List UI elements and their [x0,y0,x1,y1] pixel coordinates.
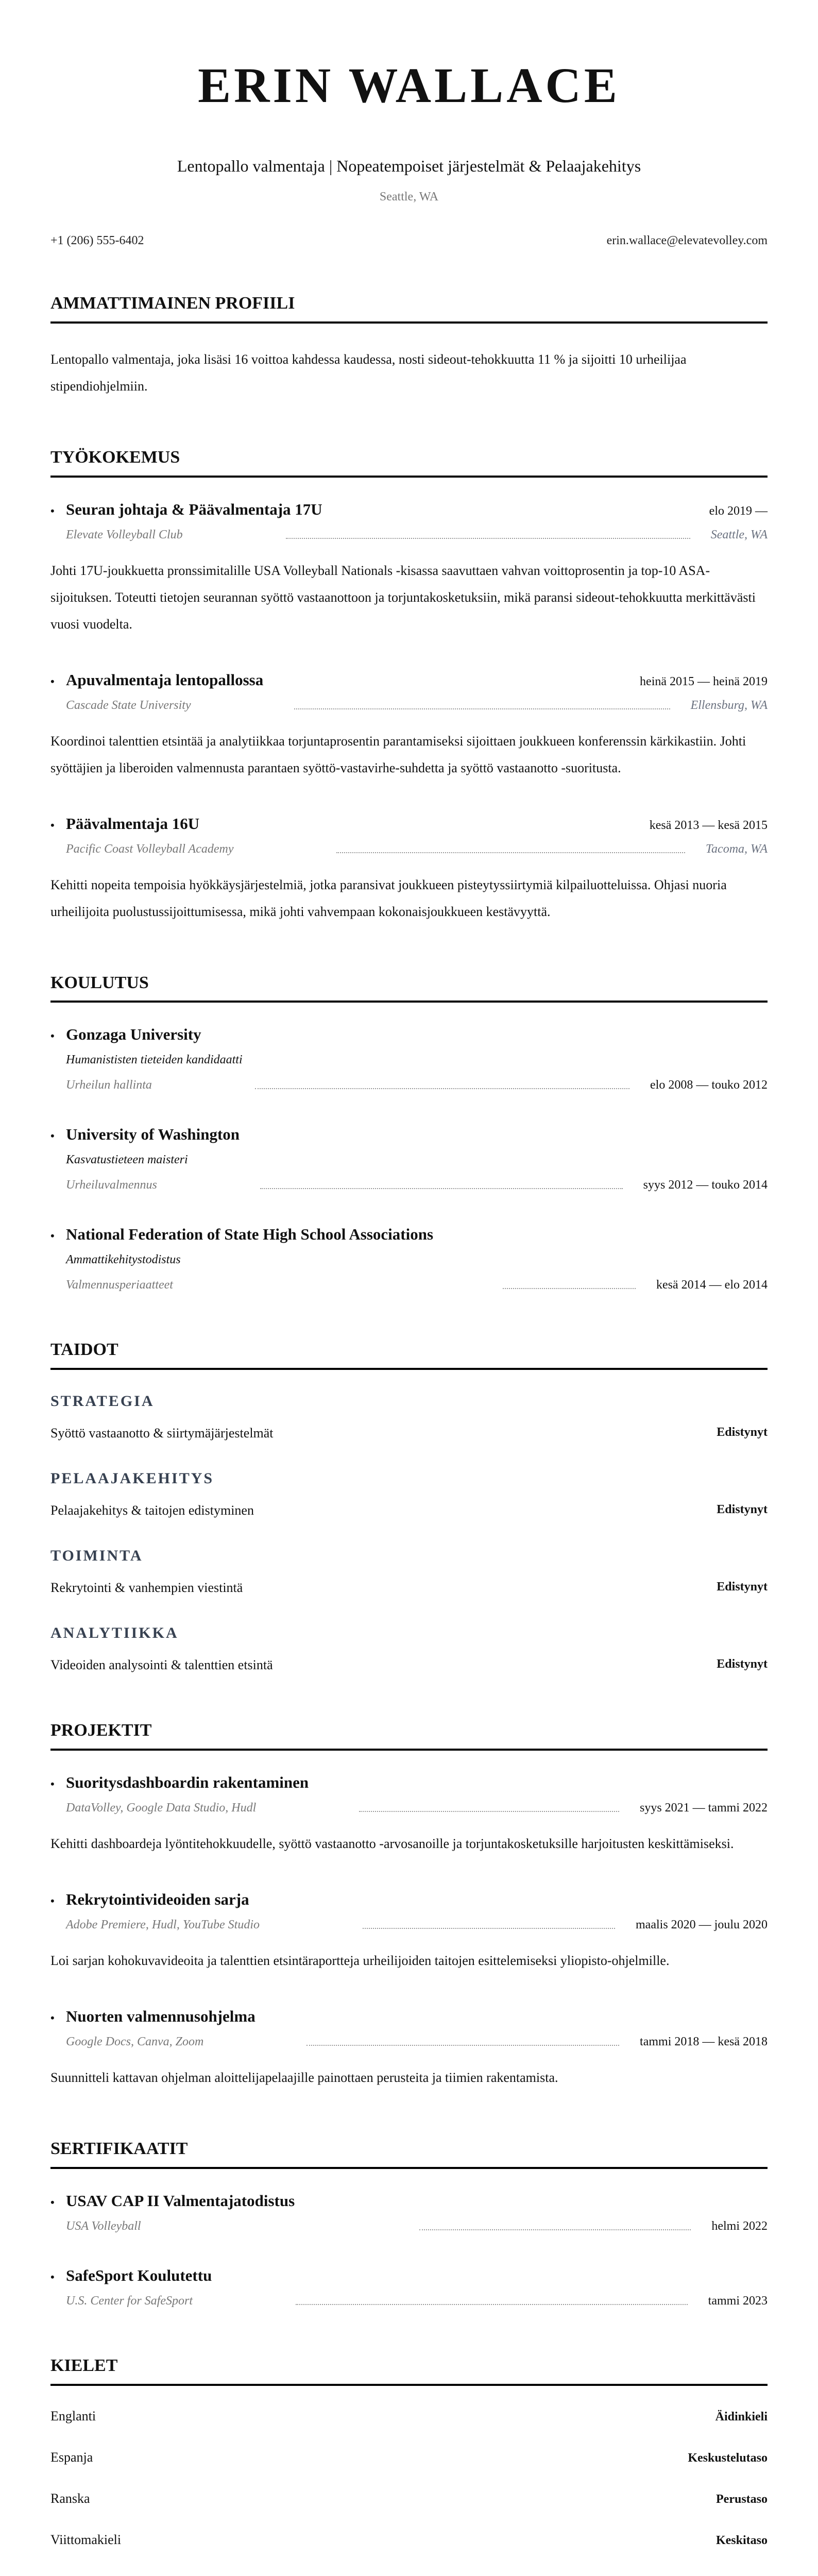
bullet-icon: • [50,2011,55,2024]
section-title: KOULUTUS [50,973,768,1003]
profile-section [50,293,768,400]
project-tools: Google Docs, Canva, Zoom [66,2035,204,2048]
job-title: Päävalmentaja 16U [66,814,200,833]
employer: Elevate Volleyball Club [66,528,183,541]
skills-section [50,1340,768,1673]
language-name: Ranska [50,2490,90,2506]
experience-entry [50,500,768,638]
job-description: Koordinoi talenttien etsintää ja analytiikkaa torjuntaprosentin parantamiseksi sijoittaen joukkueen konferenssin kärkikastiin. Johti syöttäjien ja liberoiden valmennusta parantaen syöttö-vastavirhe-suhdetta ja syöttö vastaanotto -suoritusta. [50,733,746,775]
certification-date: tammi 2023 [708,2294,768,2308]
project-name: Nuorten valmennusohjelma [66,2007,255,2025]
education-entry [50,1125,768,1192]
project-description: Suunnitteli kattavan ohjelman aloittelijapelaajille painottaen perusteita ja tiimien rakentamista. [50,2070,558,2085]
bullet-icon: • [50,1894,55,1907]
language-level: Perustaso [716,2492,768,2506]
job-dates: kesä 2013 — kesä 2015 [649,818,768,832]
bullet-icon: • [50,1777,55,1790]
bullet-icon: • [50,818,55,832]
projects-section [50,1720,768,2091]
skill-level: Edistynyt [717,1503,768,1517]
contact-row [50,234,768,248]
dotted-leader [260,1188,623,1189]
school-name: University of Washington [66,1125,240,1144]
education-entry [50,1225,768,1292]
section-title: TYÖKOKEMUS [50,447,768,478]
dotted-leader [419,2229,691,2230]
dotted-leader [255,1088,629,1089]
skill-category [50,1624,768,1673]
school-name: National Federation of State High School Associations [66,1225,434,1244]
language-name: Viittomakieli [50,2532,122,2547]
job-location: Seattle, WA [710,528,768,541]
project-dates: syys 2021 — tammi 2022 [639,1801,768,1815]
headline: Lentopallo valmentaja | Nopeatempoiset järjestelmät & Pelaajakehitys [177,157,641,175]
resume-header [50,0,768,248]
language-row [50,2532,768,2548]
job-title: Seuran johtaja & Päävalmentaja 17U [66,500,322,518]
skill-name: Rekrytointi & vanhempien viestintä [50,1580,243,1596]
education-dates: elo 2008 — touko 2012 [650,1078,768,1092]
language-level: Äidinkieli [715,2410,768,2424]
education-section [50,973,768,1293]
experience-entry [50,671,768,782]
dotted-leader [296,2304,688,2305]
project-tools: DataVolley, Google Data Studio, Hudl [66,1801,257,1815]
experience-section [50,447,768,925]
employer: Cascade State University [66,698,191,712]
education-dates: kesä 2014 — elo 2014 [656,1278,768,1292]
skill-category-title: ANALYTIIKKA [50,1624,179,1642]
bullet-icon: • [50,2195,55,2209]
dotted-leader [286,538,690,539]
section-title: KIELET [50,2355,768,2386]
skill-level: Edistynyt [717,1580,768,1594]
certification-name: USAV CAP II Valmentajatodistus [66,2191,295,2210]
language-name: Englanti [50,2408,96,2424]
dotted-leader [363,1928,615,1929]
field-of-study: Urheilun hallinta [66,1078,152,1092]
dotted-leader [306,2045,619,2046]
language-row [50,2491,768,2506]
experience-entry [50,815,768,925]
certification-entry [50,2192,768,2233]
section-title: PROJEKTIT [50,1720,768,1751]
bullet-icon: • [50,2270,55,2283]
project-description: Kehitti dashboardeja lyöntitehokkuudelle, syöttö vastaanotto -arvosanoille ja torjuntakosketuksille harjoitusten keskittämiseksi. [50,1836,734,1851]
profile-text: Lentopallo valmentaja, joka lisäsi 16 voittoa kahdessa kaudessa, nosti sideout-tehokkuutta 11 % ja sijoitti 10 urheilijaa stipendiohjelmiin. [50,351,687,394]
dotted-leader [336,852,685,853]
skill-category [50,1393,768,1441]
field-of-study: Valmennusperiaatteet [66,1278,173,1292]
skill-category [50,1470,768,1518]
dotted-leader [503,1288,636,1289]
certifications-section [50,2139,768,2308]
school-name: Gonzaga University [66,1025,201,1044]
section-title: SERTIFIKAATIT [50,2139,768,2169]
certification-entry [50,2266,768,2308]
languages-section [50,2355,768,2548]
certification-issuer: USA Volleyball [66,2219,141,2233]
skill-name: Pelaajakehitys & taitojen edistyminen [50,1503,254,1518]
skill-name: Syöttö vastaanotto & siirtymäjärjestelmät [50,1426,274,1441]
project-dates: maalis 2020 — joulu 2020 [636,1918,768,1931]
education-dates: syys 2012 — touko 2014 [643,1178,768,1192]
bullet-icon: • [50,504,55,517]
skill-category-title: TOIMINTA [50,1547,143,1565]
project-name: Rekrytointivideoiden sarja [66,1890,249,1908]
dotted-leader [294,708,670,709]
language-row [50,2409,768,2424]
candidate-name: ERIN WALLACE [198,58,620,113]
job-title: Apuvalmentaja lentopallossa [66,670,264,689]
job-location: Ellensburg, WA [690,698,768,712]
bullet-icon: • [50,1129,55,1143]
field-of-study: Urheiluvalmennus [66,1178,157,1192]
section-title: TAIDOT [50,1340,768,1370]
job-dates: heinä 2015 — heinä 2019 [640,674,768,688]
project-description: Loi sarjan kohokuvavideoita ja talenttien etsintäraportteja urheilijoiden taitojen esittelemiseksi yliopisto-ohjelmille. [50,1953,670,1968]
language-name: Espanja [50,2449,93,2465]
phone[interactable]: +1 (206) 555-6402 [50,234,144,247]
skill-level: Edistynyt [717,1657,768,1671]
project-name: Suoritysdashboardin rakentaminen [66,1773,309,1791]
degree: Ammattikehitystodistus [66,1253,181,1267]
education-entry [50,1025,768,1092]
skill-name: Videoiden analysointi & talenttien etsintä [50,1657,273,1673]
project-entry [50,2007,768,2091]
job-location: Tacoma, WA [705,842,768,856]
project-tools: Adobe Premiere, Hudl, YouTube Studio [66,1918,260,1931]
skill-category-title: PELAAJAKEHITYS [50,1470,214,1487]
employer: Pacific Coast Volleyball Academy [66,842,234,856]
bullet-icon: • [50,1029,55,1043]
degree: Kasvatustieteen maisteri [66,1153,188,1167]
language-level: Keskustelutaso [688,2451,768,2465]
skill-level: Edistynyt [717,1426,768,1439]
job-description: Johti 17U-joukkuetta pronssimitalille USA Volleyball Nationals -kisassa saavuttaen vahvan voittoprosentin ja top-10 ASA-sijoituksen. Toteutti tietojen seurannan syöttö vastaanottoon ja torjuntakosketuksiin, mikä paransi sideout-tehokkuutta merkittävästi vuosi vuodelta. [50,563,756,632]
degree: Humanististen tieteiden kandidaatti [66,1053,243,1067]
project-entry [50,1773,768,1857]
certification-date: helmi 2022 [711,2219,768,2233]
language-row [50,2450,768,2465]
job-dates: elo 2019 — [709,504,768,518]
bullet-icon: • [50,674,55,688]
job-description: Kehitti nopeita tempoisia hyökkäysjärjestelmiä, jotka paransivat joukkueen pisteytyssiirtymiä kilpailuotteluissa. Ohjasi nuoria urheilijoita puolustussijoittumisessa, mikä johti vahvempaan kokonaisjoukkueen kestävyyttä. [50,877,727,919]
project-entry [50,1890,768,1974]
skill-category-title: STRATEGIA [50,1393,155,1410]
section-title: AMMATTIMAINEN PROFIILI [50,293,768,324]
header-location: Seattle, WA [379,190,439,204]
language-level: Keskitaso [715,2533,768,2547]
email[interactable]: erin.wallace@elevatevolley.com [606,234,768,247]
project-dates: tammi 2018 — kesä 2018 [640,2035,768,2048]
certification-issuer: U.S. Center for SafeSport [66,2294,193,2308]
dotted-leader [359,1811,619,1812]
certification-name: SafeSport Koulutettu [66,2266,212,2284]
bullet-icon: • [50,1229,55,1243]
skill-category [50,1547,768,1596]
